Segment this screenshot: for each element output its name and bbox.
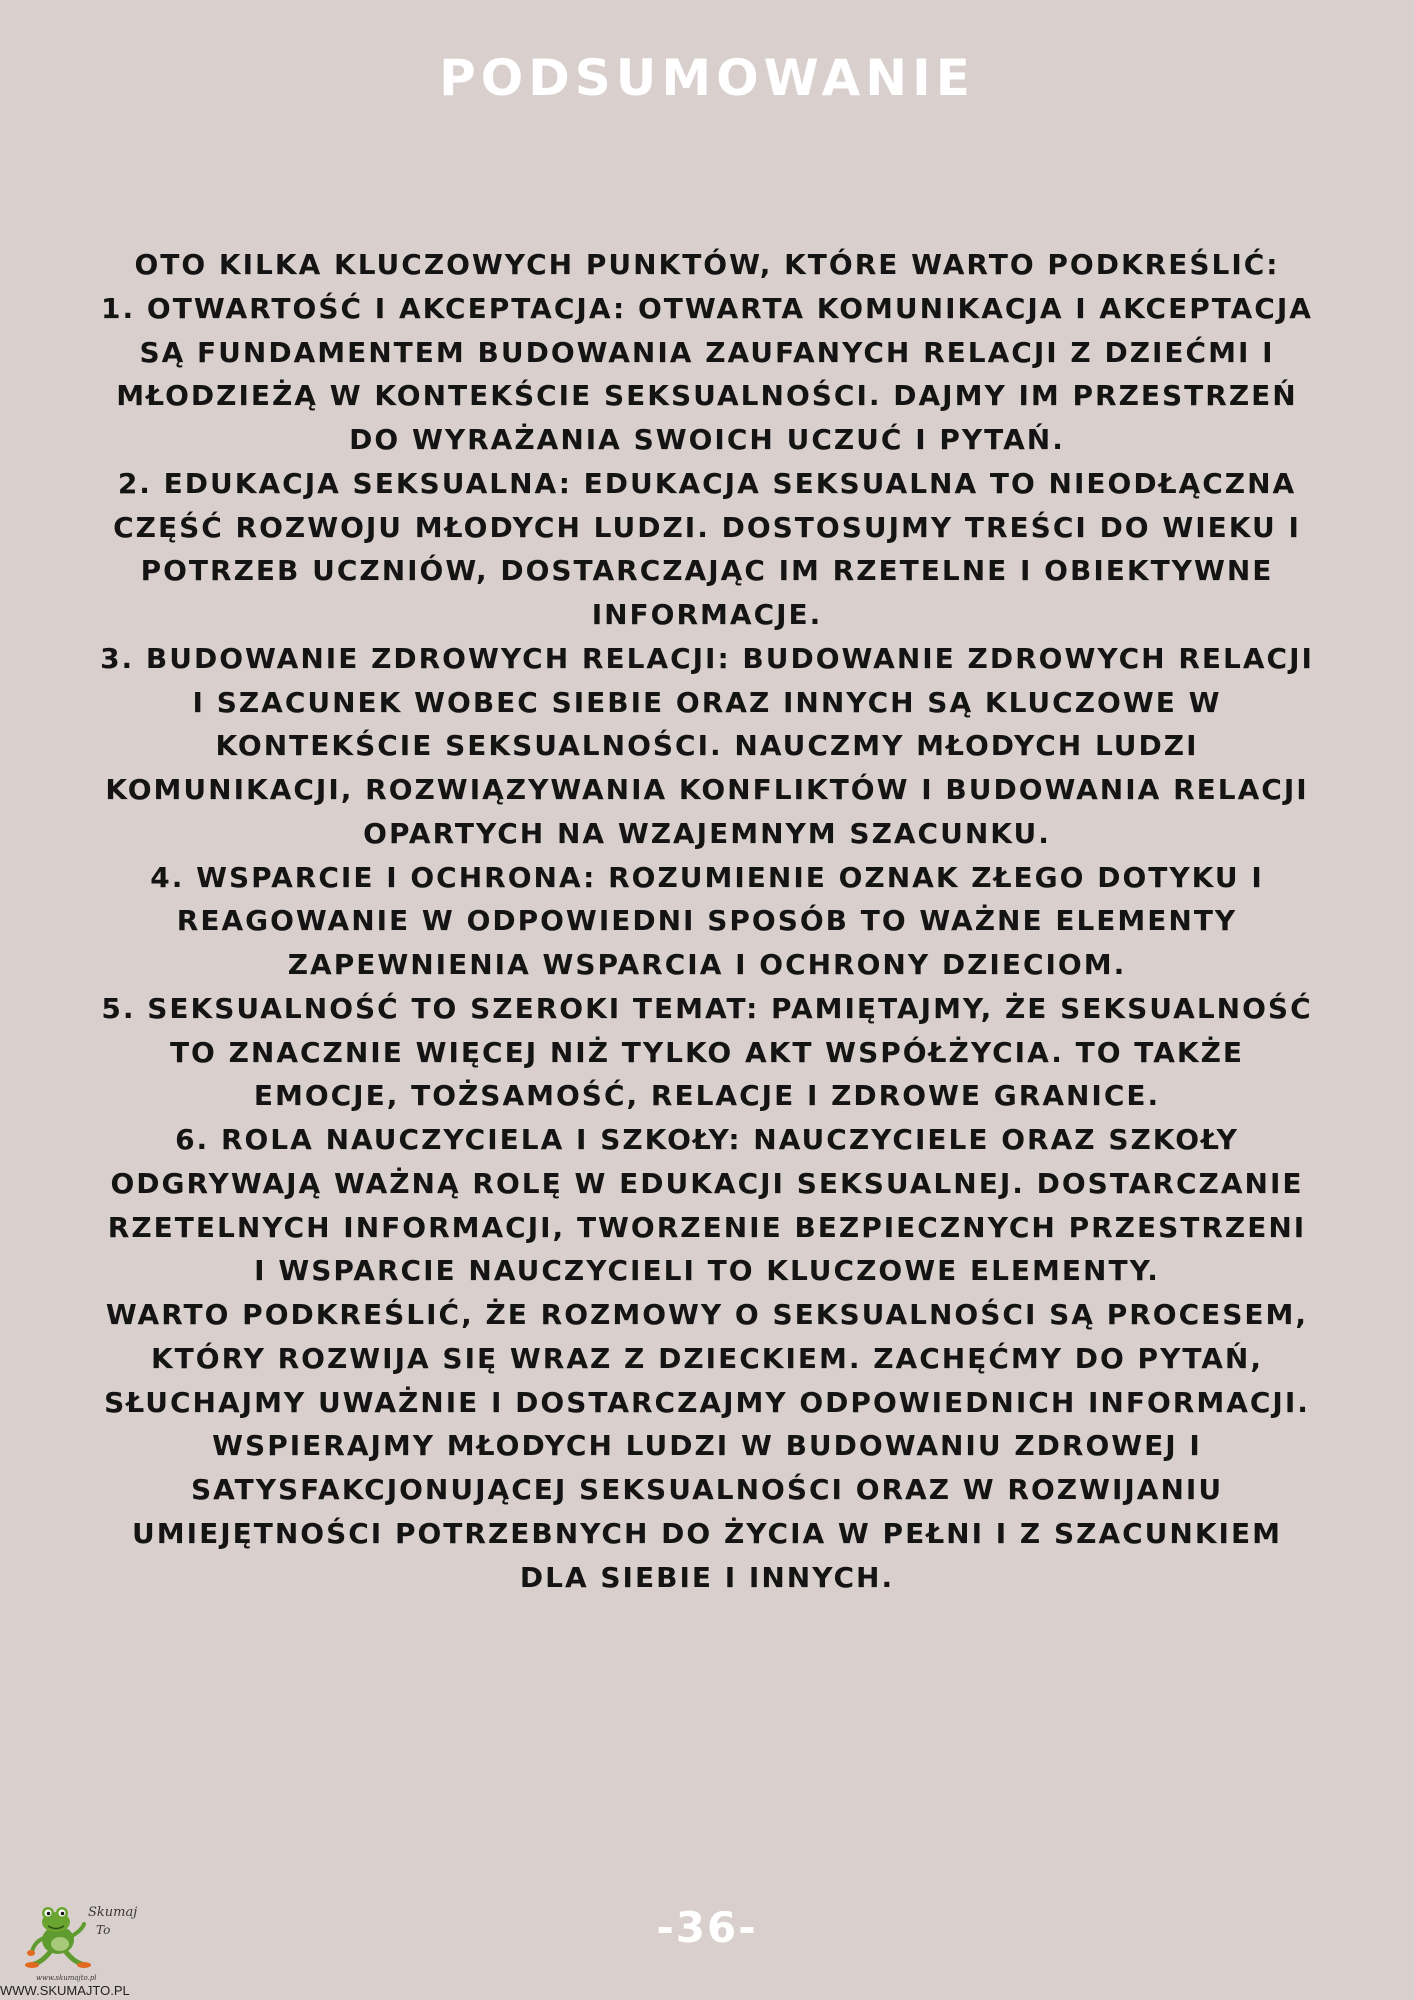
point-2-paragraph: 2. EDUKACJA SEKSUALNA: EDUKACJA SEKSUALNA TO NIEODŁĄCZNA CZĘŚĆ ROZWOJU MŁODYCH LUDZI. DOSTOSUJMY TREŚCI DO WIEKU I POTRZEB UCZNIÓW, DOSTARCZAJĄC IM RZETELNE I OBIEKTYWNE INFORMACJE. [113,466,1301,631]
point-3-paragraph: 3. BUDOWANIE ZDROWYCH RELACJI: BUDOWANIE ZDROWYCH RELACJI I SZACUNEK WOBEC SIEBIE ORAZ INNYCH SĄ KLUCZOWE W KONTEKŚCIE SEKSUALNOŚCI. NAUCZMY MŁODYCH LUDZI KOMUNIKACJI, ROZWIĄZYWANIA KONFLIKTÓW I BUDOWANIA RELACJI OPARTYCH NA WZAJEMNYM SZACUNKU. [100,641,1314,850]
page-number: -36- [656,1903,758,1952]
logo-url-small: www.skumajto.pl [36,1974,97,1982]
point-1-paragraph: 1. OTWARTOŚĆ I AKCEPTACJA: OTWARTA KOMUNIKACJA I AKCEPTACJA SĄ FUNDAMENTEM BUDOWANIA ZAUFANYCH RELACJI Z DZIEĆMI I MŁODZIEŻĄ W KONTEKŚCIE SEKSUALNOŚCI. DAJMY IM PRZESTRZEŃ DO WYRAŻANIA SWOICH UCZUĆ I PYTAŃ. [101,291,1313,456]
intro-paragraph: OTO KILKA KLUCZOWYCH PUNKTÓW, KTÓRE WARTO PODKREŚLIĆ: [134,248,1280,281]
closing-paragraph: WARTO PODKREŚLIĆ, ŻE ROZMOWY O SEKSUALNOŚCI SĄ PROCESEM, KTÓRY ROZWIJA SIĘ WRAZ Z DZIECKIEM. ZACHĘĆMY DO PYTAŃ, SŁUCHAJMY UWAŻNIE I DOSTARCZAJMY ODPOWIEDNICH INFORMACJI. WSPIERAJMY MŁODYCH LUDZI W BUDOWANIU ZDROWEJ I SATYSFAKCJONUJĄCEJ SEKSUALNOŚCI ORAZ W ROZWIJANIU UMIEJĘTNOŚCI POTRZEBNYCH DO ŻYCIA W PEŁNI I Z SZACUNKIEM DLA SIEBIE I INNYCH. [104,1298,1310,1594]
footer-website[interactable]: WWW.SKUMAJTO.PL [0,1983,130,1998]
logo-text-line1: Skumaj [88,1905,138,1920]
point-6-paragraph: 6. ROLA NAUCZYCIELA I SZKOŁY: NAUCZYCIELE ORAZ SZKOŁY ODGRYWAJĄ WAŻNĄ ROLĘ W EDUKACJI SEKSUALNEJ. DOSTARCZANIE RZETELNYCH INFORMACJI, TWORZENIE BEZPIECZNYCH PRZESTRZENI I WSPARCIE NAUCZYCIELI TO KLUCZOWE ELEMENTY. [107,1123,1307,1288]
point-4-paragraph: 4. WSPARCIE I OCHRONA: ROZUMIENIE OZNAK ZŁEGO DOTYKU I REAGOWANIE W ODPOWIEDNI SPOSÓB TO WAŻNE ELEMENTY ZAPEWNIENIA WSPARCIA I OCHRONY DZIECIOM. [150,860,1264,981]
frog-mascot-icon [22,1898,152,1984]
point-5-paragraph: 5. SEKSUALNOŚĆ TO SZEROKI TEMAT: PAMIĘTAJMY, ŻE SEKSUALNOŚĆ TO ZNACZNIE WIĘCEJ NIŻ TYLKO AKT WSPÓŁŻYCIA. TO TAKŻE EMOCJE, TOŻSAMOŚĆ, RELACJE I ZDROWE GRANICE. [101,991,1313,1113]
skumajto-logo [22,1898,152,1984]
summary-content [100,243,1314,1599]
page-title: PODSUMOWANIE [439,49,975,107]
logo-text-line2: To [96,1923,111,1937]
